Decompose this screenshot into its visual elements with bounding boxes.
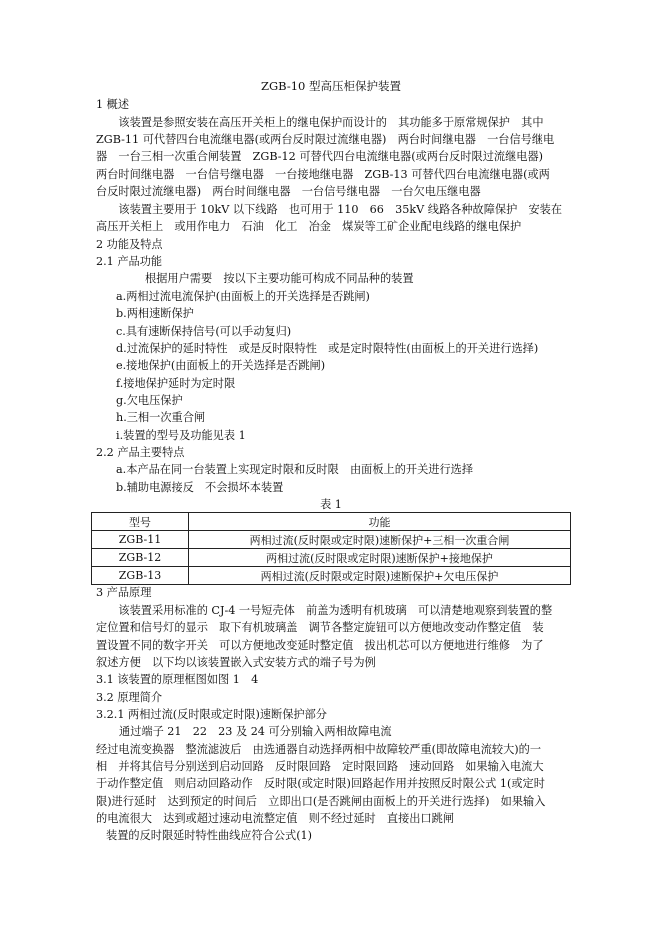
- overview-para1-line: 该装置是参照安装在高压开关柜上的继电保护而设计的 其功能多于原常规保护 其中: [96, 116, 544, 129]
- functions-intro: 根据用户需要 按以下主要功能可构成不同品种的装置: [145, 272, 414, 285]
- overview-para2-line: 该装置主要用于 10kV 以下线路 也可用于 110 66 35kV 线路各种故障保护 安装在: [96, 203, 563, 216]
- principle-para-line: 叙述方便 以下均以该装置嵌入式安装方式的端子号为例: [96, 656, 376, 669]
- function-item: c.具有速断保持信号(可以手动复归): [116, 325, 292, 338]
- principle-para-line: 该装置采用标准的 CJ-4 一号短壳体 前盖为透明有机玻璃 可以清楚地观察到装置的整: [96, 604, 553, 617]
- document-title: ZGB-10 型高压柜保护装置: [260, 79, 401, 93]
- section-2-1-heading: 2.1 产品功能: [96, 255, 163, 268]
- section-3-1-heading: 3.1 该装置的原理框图如图 1 4: [96, 673, 259, 686]
- function-item: i.装置的型号及功能见表 1: [116, 429, 246, 442]
- section-1-heading: 1 概述: [96, 98, 130, 111]
- overview-para1-line: 台反时限过流继电器) 两台时间继电器 一台信号继电器 一台欠电压继电器: [96, 185, 481, 198]
- table-header-model: 型号: [92, 513, 189, 531]
- overcurrent-para-line: 的电流很大 达到或超过速动电流整定值 则不经过延时 直接出口跳闸: [96, 812, 455, 825]
- table-cell-model: ZGB-13: [92, 567, 189, 585]
- function-item: g.欠电压保护: [116, 394, 183, 407]
- overcurrent-para-line: 经过电流变换器 整流滤波后 由选通器自动选择两相中故障较严重(即故障电流较大)的一: [96, 743, 542, 756]
- overcurrent-para-first-line: 通过端子 21 22 23 及 24 可分别输入两相故障电流: [119, 725, 392, 738]
- table-header-function: 功能: [189, 513, 571, 531]
- section-3-heading: 3 产品原理: [96, 586, 152, 599]
- overcurrent-para-line: 于动作整定值 则启动回路动作 反时限(或定时限)回路起作用并按照反时限公式 1(或定时: [96, 777, 545, 790]
- section-3-2-1-heading: 3.2.1 两相过流(反时限或定时限)速断保护部分: [96, 708, 327, 721]
- table-caption: 表 1: [320, 498, 342, 511]
- model-function-table: [91, 512, 571, 585]
- section-2-2-heading: 2.2 产品主要特点: [96, 446, 185, 459]
- section-2-heading: 2 功能及特点: [96, 238, 163, 251]
- principle-para-line: 定位置和信号灯的显示 取下有机玻璃盖 调节各整定旋钮可以方便地改变动作整定值 装: [96, 621, 544, 634]
- feature-item: a.本产品在同一台装置上实现定时限和反时限 由面板上的开关进行选择: [116, 463, 474, 476]
- function-item: a.两相过流电流保护(由面板上的开关选择是否跳闸): [116, 290, 370, 303]
- function-item: e.接地保护(由面板上的开关选择是否跳闸): [116, 359, 326, 372]
- table-cell-function: 两相过流(反时限或定时限)速断保护+三相一次重合闸: [189, 531, 571, 549]
- table-row: [92, 549, 571, 567]
- table-cell-model: ZGB-11: [92, 531, 189, 549]
- feature-item: b.辅助电源接反 不会损坏本装置: [116, 481, 284, 494]
- table-cell-model: ZGB-12: [92, 549, 189, 567]
- overview-para1-line: 两台时间继电器 一台信号继电器 一台接地继电器 ZGB-13 可替代四台电流继电器(或两: [96, 168, 550, 181]
- overcurrent-para-line: 限)进行延时 达到预定的时间后 立即出口(是否跳闸由面板上的开关进行选择) 如果输入: [96, 795, 546, 808]
- section-3-2-heading: 3.2 原理简介: [96, 691, 163, 704]
- overview-para1-line: 器 一台三相一次重合闸装置 ZGB-12 可替代四台电流继电器(或两台反时限过流继电器): [96, 150, 544, 163]
- table-row: [92, 531, 571, 549]
- table-cell-function: 两相过流(反时限或定时限)速断保护+接地保护: [189, 549, 571, 567]
- formula-reference-line: 装置的反时限延时特性曲线应符合公式(1): [106, 829, 313, 842]
- function-item: d.过流保护的延时特性 或是反时限特性 或是定时限特性(由面板上的开关进行选择): [116, 342, 539, 355]
- function-item: b.两相速断保护: [116, 307, 194, 320]
- function-item: h.三相一次重合闸: [116, 411, 206, 424]
- principle-para-line: 置设置不同的数字开关 可以方便地改变延时整定值 拔出机芯可以方便地进行维修 为了: [96, 639, 544, 652]
- table-cell-function: 两相过流(反时限或定时限)速断保护+欠电压保护: [189, 567, 571, 585]
- overview-para2-line: 高压开关柜上 或用作电力 石油 化工 冶金 煤炭等工矿企业配电线路的继电保护: [96, 220, 522, 233]
- function-item: f.接地保护延时为定时限: [116, 377, 236, 390]
- overview-para1-line: ZGB-11 可代替四台电流继电器(或两台反时限过流继电器) 两台时间继电器 一台信号继电: [96, 133, 555, 146]
- table-row: [92, 567, 571, 585]
- overcurrent-para-line: 相 并将其信号分别送到启动回路 反时限回路 定时限回路 速动回路 如果输入电流大: [96, 760, 544, 773]
- table-header-row: [92, 513, 571, 531]
